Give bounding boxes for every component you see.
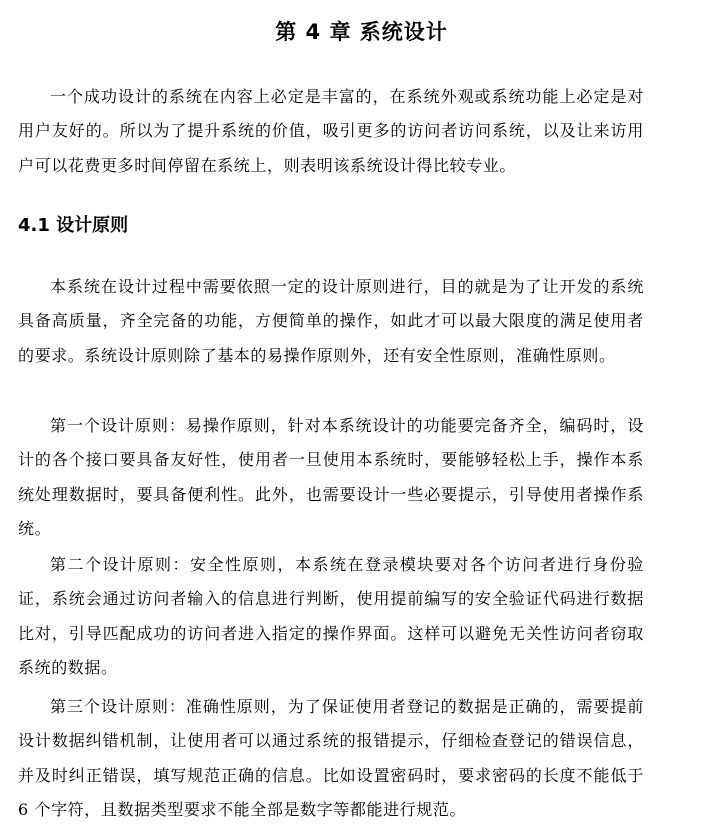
section-paragraph-principle-1: 第一个设计原则：易操作原则，针对本系统设计的功能要完备齐全，编码时，设计的各个接口要具备友好性，使用者一旦使用本系统时，要能够轻松上手，操作本系统处理数据时，要具备便利性。此外，也需要设计一些必要提示，引导使用者操作系统。 (18, 416, 644, 539)
section-paragraph-principle-3: 第三个设计原则：准确性原则，为了保证使用者登记的数据是正确的，需要提前设计数据纠错机制，让使用者可以通过系统的报错提示，仔细检查登记的错误信息，并及时纠正错误，填写规范正确的信息。比如设置密码时，要求密码的长度不能低于 6 个字符，且数据类型要求不能全部是数字等都能进行规范。 (18, 697, 644, 820)
section-heading: 4.1 设计原则 (18, 215, 129, 236)
intro-paragraph: 一个成功设计的系统在内容上必定是丰富的，在系统外观或系统功能上必定是对用户友好的。所以为了提升系统的价值，吸引更多的访问者访问系统，以及让来访用户可以花费更多时间停留在系统上，则表明该系统设计得比较专业。 (18, 87, 644, 175)
section-paragraph-principle-2: 第二个设计原则：安全性原则，本系统在登录模块要对各个访问者进行身份验证，系统会通过访问者输入的信息进行判断，使用提前编写的安全验证代码进行数据比对，引导匹配成功的访问者进入指定的操作界面。这样可以避免无关性访问者窃取系统的数据。 (18, 555, 644, 678)
section-paragraph-overview: 本系统在设计过程中需要依照一定的设计原则进行，目的就是为了让开发的系统具备高质量，齐全完备的功能，方便简单的操作，如此才可以最大限度的满足使用者的要求。系统设计原则除了基本的易操作原则外，还有安全性原则，准确性原则。 (18, 277, 644, 365)
chapter-title: 第 4 章 系统设计 (275, 20, 448, 44)
